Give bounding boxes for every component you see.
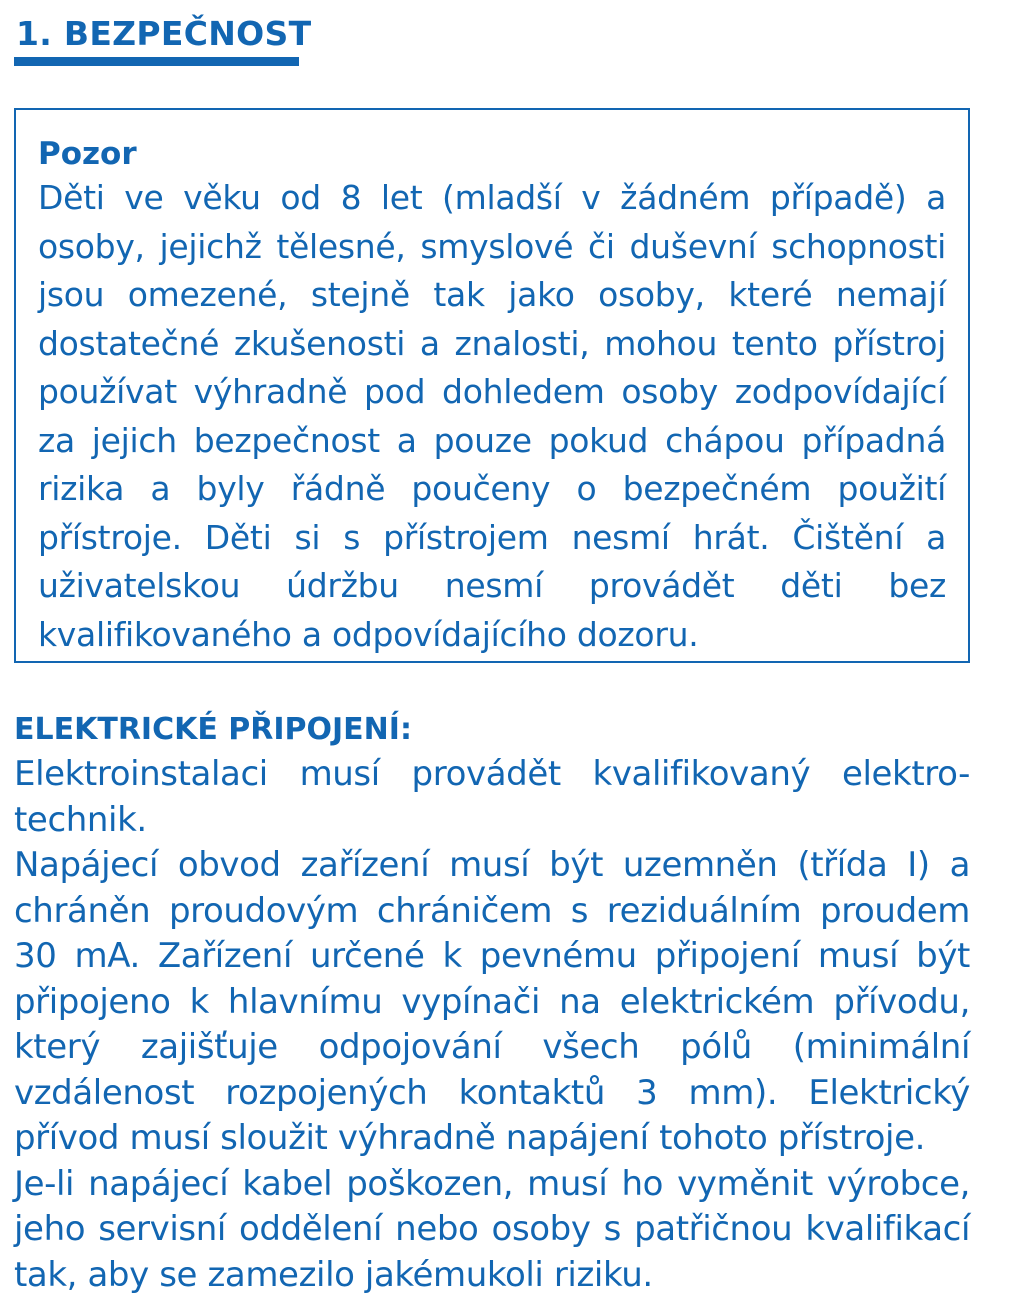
heading-underline (14, 57, 299, 66)
section-heading: 1. BEZPEČNOST (16, 12, 311, 56)
warning-text: Děti ve věku od 8 let (mladší v žádném případě) a osoby, jejichž tělesné, smyslové či duševní schopnosti jsou omezené, stejně tak jako osoby, které nemají dostatečné zkušenosti a znalosti, mohou tento přístroj používat výhradně pod dohledem osoby zodpovídající za jejich bezpečnost a pouze pokud chápou případná rizika a byly řádně poučeny o bezpečném použití přístroje. Děti si s přístrojem nesmí hrát. Čištění a uživatelskou údržbu nesmí provádět děti bez kvalifikovaného a odpovídajícího dozoru. (38, 174, 946, 659)
electrical-heading: ELEKTRICKÉ PŘIPOJENÍ: (14, 710, 412, 750)
warning-box (14, 108, 970, 663)
electrical-paragraph: Napájecí obvod zařízení musí být uzemněn (třída I) a chráněn proudovým chráničem s reziduálním proudem 30 mA. Zařízení určené k pevnému připojení musí být připojeno k hlavnímu vypínači na elektrickém přívodu, který zajišťuje odpojování všech pólů (minimální vzdálenost rozpojených kontaktů 3 mm). Elektrický přívod musí sloužit výhradně napájení tohoto přístroje. (14, 843, 970, 1162)
electrical-body (14, 752, 970, 1298)
warning-title: Pozor (38, 136, 946, 172)
electrical-paragraph: Elektroinstalaci musí provádět kvalifikovaný elektro-technik. (14, 752, 970, 843)
electrical-paragraph: Je-li napájecí kabel poškozen, musí ho vyměnit výrobce, jeho servisní oddělení nebo osoby s patřičnou kvalifikací tak, aby se zamezilo jakémukoli riziku. (14, 1162, 970, 1298)
